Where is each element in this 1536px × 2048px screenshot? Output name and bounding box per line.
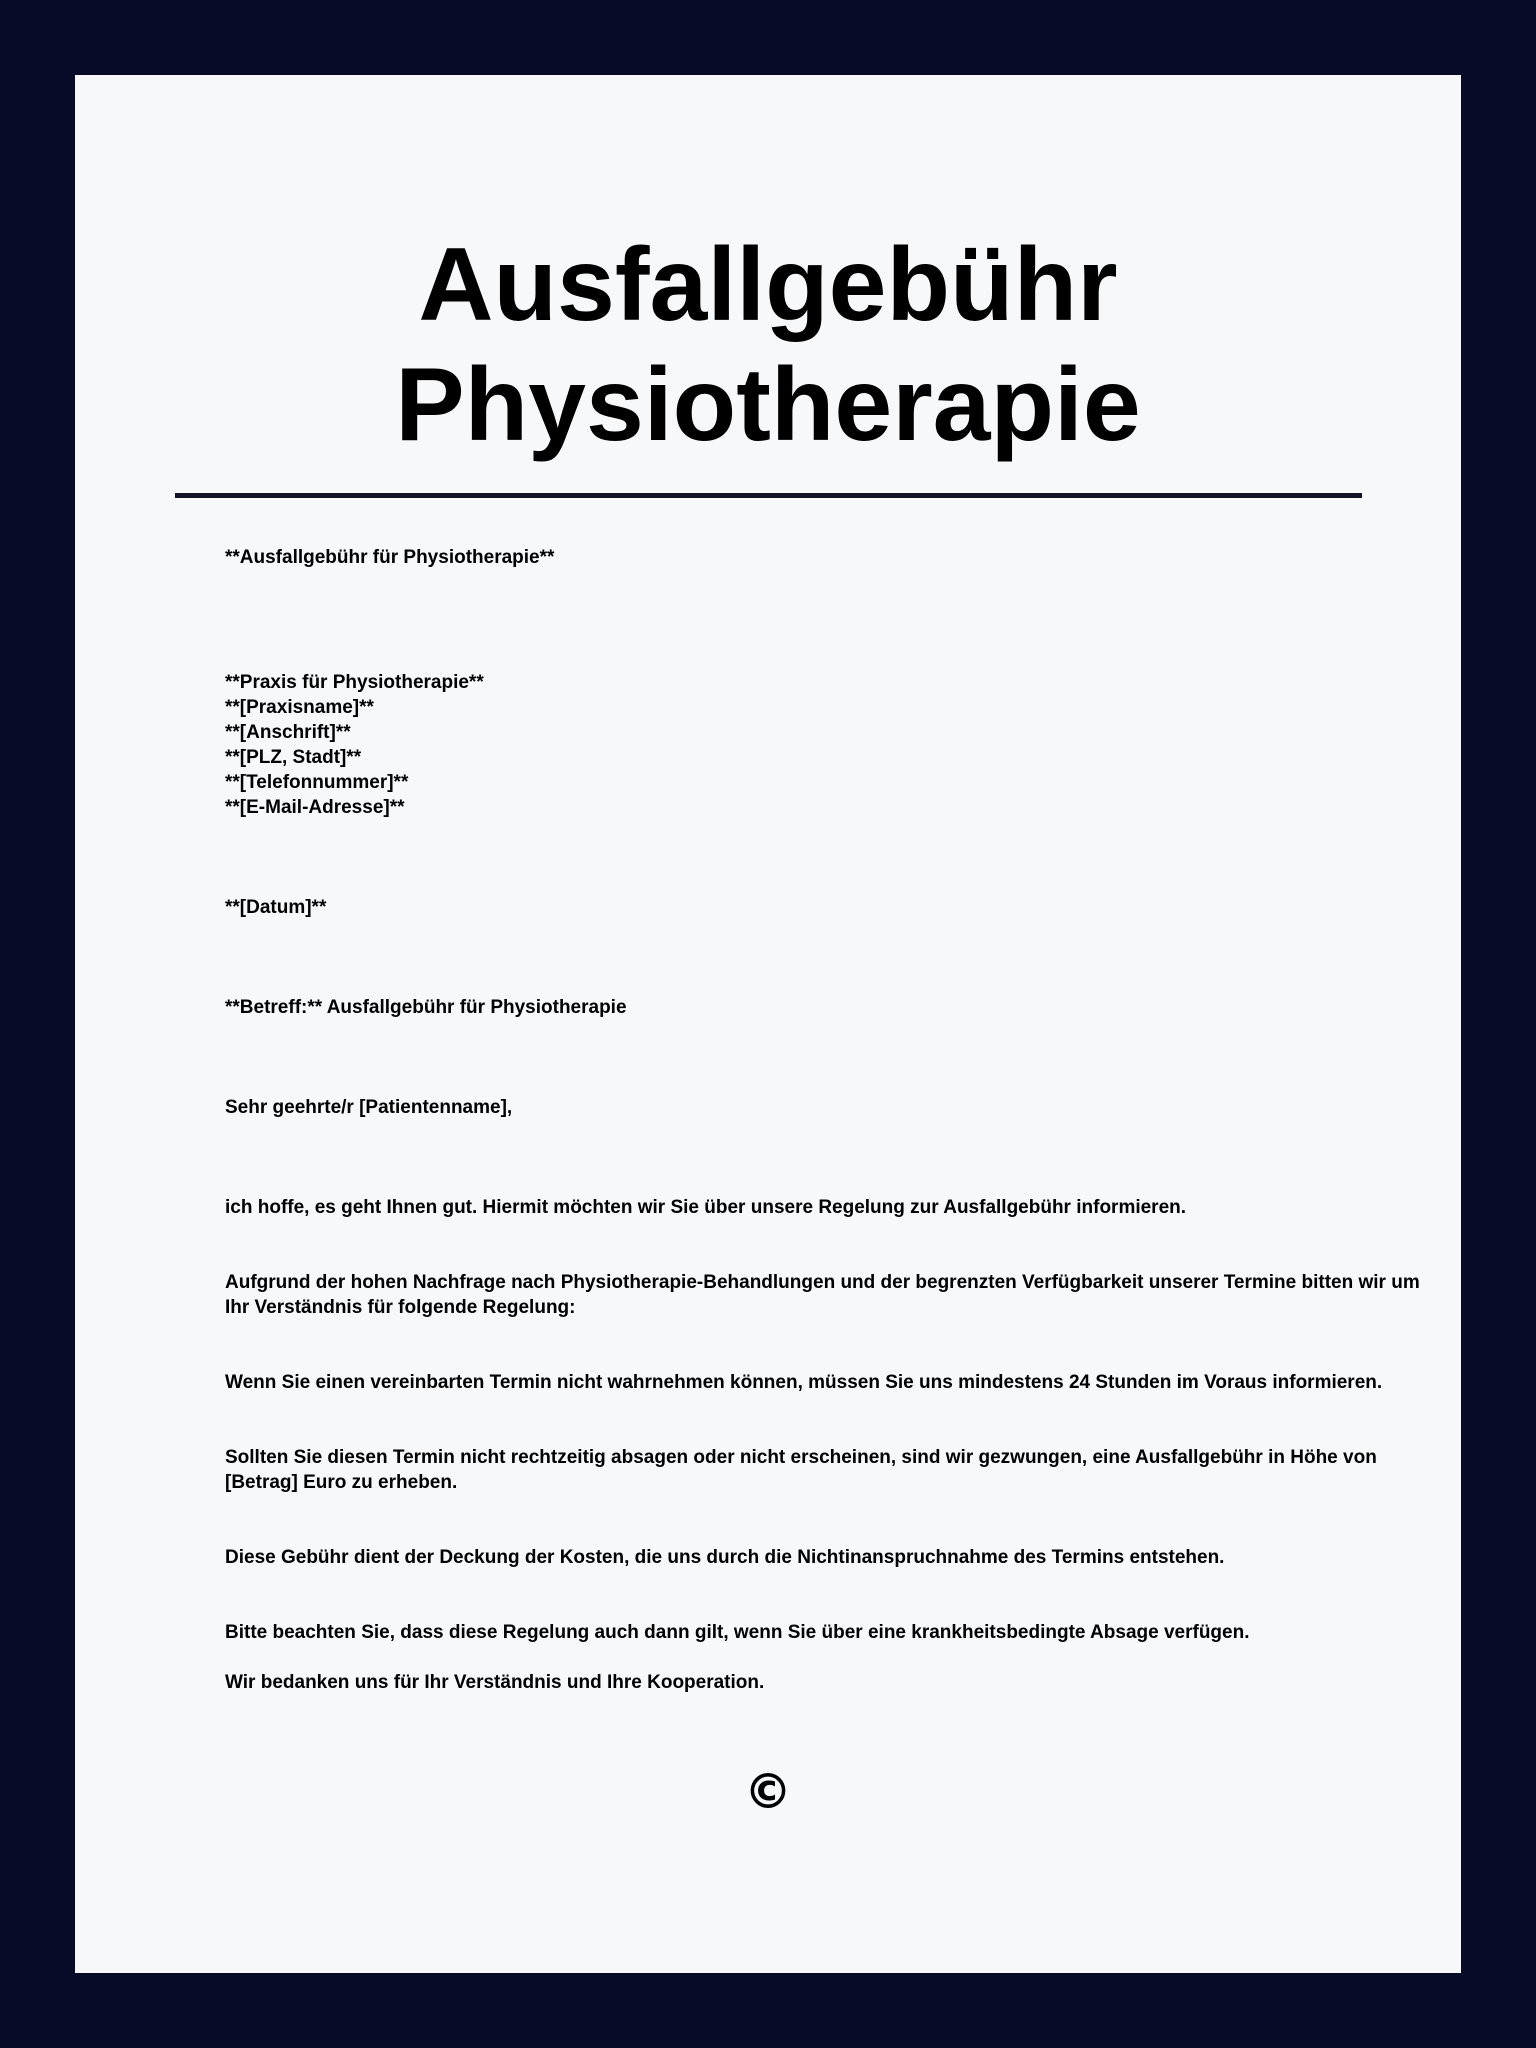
letter-subject: **Betreff:** Ausfallgebühr für Physiotherapie [225, 997, 627, 1018]
title-line-1: Ausfallgebühr [418, 227, 1118, 343]
title-divider [175, 493, 1362, 498]
letter-salutation: Sehr geehrte/r [Patientenname], [225, 1097, 513, 1118]
letter-heading: **Ausfallgebühr für Physiotherapie** [225, 547, 555, 568]
letter-date: **[Datum]** [225, 897, 327, 918]
address-line: **[Anschrift]** [225, 722, 351, 743]
letter-paragraph: Sollten Sie diesen Termin nicht rechtzeitig absagen oder nicht erscheinen, sind wir gezwungen, eine Ausfallgebühr in Höhe von [Betrag] Euro zu erheben. [225, 1447, 1377, 1493]
address-line: **Praxis für Physiotherapie** [225, 672, 484, 693]
letter-paragraph: Wenn Sie einen vereinbarten Termin nicht wahrnehmen können, müssen Sie uns mindestens 24 Stunden im Voraus informieren. [225, 1372, 1383, 1393]
address-line: **[Telefonnummer]** [225, 772, 409, 793]
address-line: **[PLZ, Stadt]** [225, 747, 362, 768]
letter-paragraph: Aufgrund der hohen Nachfrage nach Physiotherapie-Behandlungen und der begrenzten Verfügbarkeit unserer Termine bitten wir um Ihr Verständnis für folgende Regelung: [225, 1272, 1420, 1318]
title-line-2: Physiotherapie [395, 347, 1141, 463]
letter-paragraph: ich hoffe, es geht Ihnen gut. Hiermit möchten wir Sie über unsere Regelung zur Ausfallgebühr informieren. [225, 1197, 1187, 1218]
letter-paragraph: Diese Gebühr dient der Deckung der Kosten, die uns durch die Nichtinanspruchnahme des Termins entstehen. [225, 1547, 1225, 1568]
address-line: **[E-Mail-Adresse]** [225, 797, 405, 818]
document-page [75, 75, 1461, 1973]
copyright-icon: © [744, 1764, 792, 1820]
address-line: **[Praxisname]** [225, 697, 374, 718]
letter-body [225, 545, 1435, 1695]
letter-closing: Wir bedanken uns für Ihr Verständnis und Ihre Kooperation. [225, 1672, 765, 1693]
document-title [75, 225, 1461, 465]
letter-paragraph: Bitte beachten Sie, dass diese Regelung auch dann gilt, wenn Sie über eine krankheitsbedingte Absage verfügen. [225, 1622, 1250, 1643]
